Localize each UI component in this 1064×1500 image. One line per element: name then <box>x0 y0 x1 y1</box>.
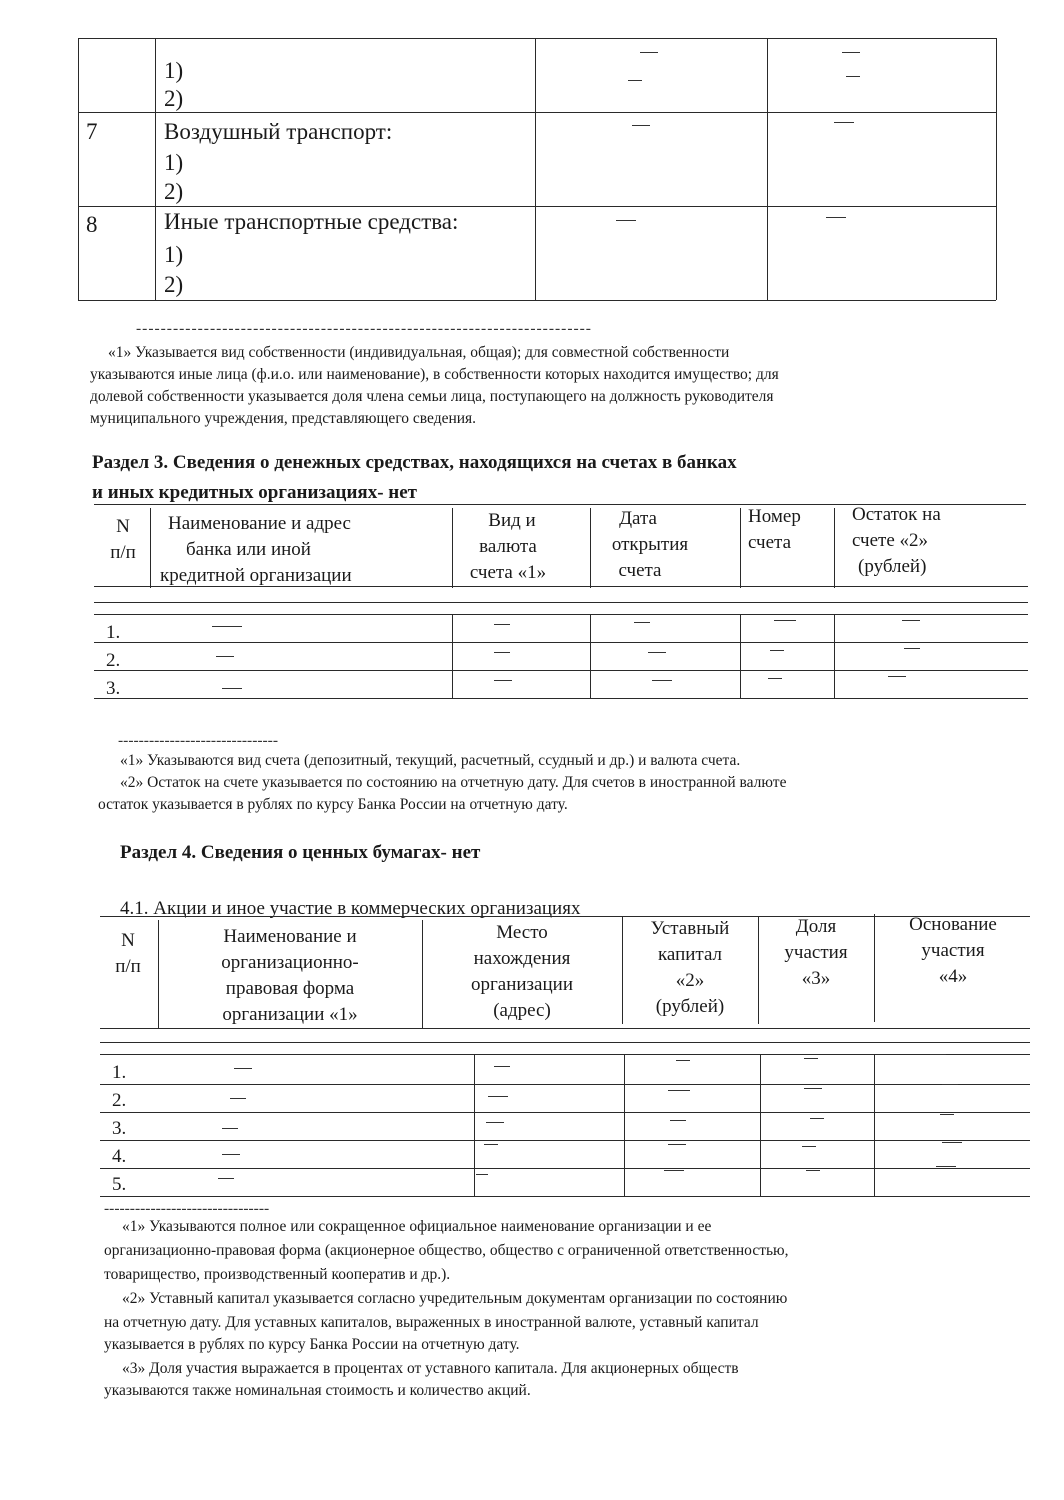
handwritten-dash <box>940 1114 954 1115</box>
table-row-line: 2) <box>164 272 184 297</box>
handwritten-dash <box>942 1084 958 1085</box>
column-header: «2» <box>675 970 705 991</box>
table-row-number: 2. <box>112 1090 127 1111</box>
row-title: Иные транспортные средства: <box>164 209 459 234</box>
handwritten-dash <box>930 1054 946 1055</box>
handwritten-dash <box>222 688 242 689</box>
row-title: Воздушный транспорт: <box>164 119 393 144</box>
footnote-text: «3» Доля участия выражается в процентах от уставного капитала. Для акционерных обществ <box>122 1360 739 1377</box>
column-header: Наименование и <box>223 926 357 947</box>
section-title: Раздел 4. Сведения о ценных бумагах- нет <box>120 842 481 863</box>
footnote-text: «1» Указываются полное или сокращенное официальное наименование организации и ее <box>122 1218 712 1235</box>
table-row-number: 1. <box>106 622 121 643</box>
footnote-text: «2» Остаток на счете указывается по состоянию на отчетную дату. Для счетов в иностранной валюте <box>120 774 787 791</box>
row-number: 7 <box>86 119 98 144</box>
column-header: п/п <box>110 542 136 563</box>
handwritten-dash <box>846 76 860 77</box>
handwritten-dash <box>804 1058 818 1059</box>
table-row-line: 1) <box>164 242 184 267</box>
column-header: участия <box>784 942 848 963</box>
column-header: Номер <box>748 506 801 527</box>
handwritten-dash <box>810 1118 824 1119</box>
handwritten-dash <box>888 676 906 677</box>
handwritten-dash <box>904 648 920 649</box>
handwritten-dash <box>486 1122 504 1123</box>
footnote-text: остаток указывается в рублях по курсу Банка России на отчетную дату. <box>98 796 568 813</box>
footnote-text: организационно-правовая форма (акционерное общество, общество с ограниченной ответственностью, <box>104 1242 789 1259</box>
section-title: Раздел 3. Сведения о денежных средствах, находящихся на счетах в банках <box>92 452 737 473</box>
footnote-separator: ------------------------------- <box>118 732 279 749</box>
column-header: организации <box>470 974 573 995</box>
footnote-text: долевой собственности указывается доля члена семьи лица, поступающего на должность руководителя <box>90 388 774 405</box>
column-header: N <box>116 516 130 537</box>
table-row-number: 2. <box>106 650 121 671</box>
column-header: организационно- <box>221 952 359 973</box>
column-header: Наименование и адрес <box>168 513 351 534</box>
handwritten-dash <box>826 217 846 218</box>
handwritten-dash <box>802 1146 816 1147</box>
handwritten-dash <box>774 620 796 621</box>
handwritten-dash <box>902 620 920 621</box>
column-header: счета <box>748 532 792 553</box>
footnote-text: муниципального учреждения, представляющего сведения. <box>90 410 477 427</box>
column-header: счета «1» <box>469 562 547 583</box>
footnote-separator: -------------------------------- <box>104 1200 270 1217</box>
table-row-number: 1. <box>112 1062 127 1083</box>
footnote-text: указываются иные лица (ф.и.о. или наименование), в собственности которых находится имущество; для <box>90 366 779 383</box>
column-header: Дата <box>619 508 657 529</box>
handwritten-dash <box>640 52 658 53</box>
column-header: открытия <box>611 534 689 555</box>
handwritten-dash <box>616 220 636 221</box>
column-header: «4» <box>938 966 968 987</box>
column-header: Доля <box>795 916 837 937</box>
column-header: валюта <box>479 536 537 557</box>
footnote-text: «1» Указывается вид собственности (индивидуальная, общая); для совместной собственности <box>108 344 730 361</box>
handwritten-dash <box>216 656 234 657</box>
column-header: кредитной организации <box>160 565 352 586</box>
handwritten-dash <box>488 1096 508 1097</box>
handwritten-dash <box>632 125 650 126</box>
handwritten-dash <box>770 650 784 651</box>
handwritten-dash <box>842 52 860 53</box>
subsection-title: 4.1. Акции и иное участие в коммерческих организациях <box>120 898 581 919</box>
handwritten-dash <box>230 1098 246 1099</box>
column-header: Основание <box>909 914 997 935</box>
handwritten-dash <box>676 1060 690 1061</box>
handwritten-dash <box>664 1170 684 1171</box>
handwritten-dash <box>942 1142 962 1143</box>
handwritten-dash <box>652 680 672 681</box>
handwritten-dash <box>234 1068 252 1069</box>
column-header: (рублей) <box>655 996 725 1017</box>
column-header: (рублей) <box>858 556 927 577</box>
column-header: Место <box>496 922 548 943</box>
handwritten-dash <box>494 652 510 653</box>
handwritten-dash <box>218 1178 234 1179</box>
column-header: Уставный <box>650 918 730 939</box>
handwritten-dash <box>222 1128 238 1129</box>
footnote-separator: -------------------------------------------------------------------------- <box>136 320 592 337</box>
handwritten-dash <box>834 122 854 123</box>
column-header: нахождения <box>473 948 571 969</box>
handwritten-dash <box>494 680 512 681</box>
handwritten-dash <box>806 1170 820 1171</box>
footnote-text: «2» Уставный капитал указывается согласно учредительным документам организации по состоянию <box>122 1290 788 1307</box>
column-header: правовая форма <box>225 978 355 999</box>
column-header: капитал <box>657 944 723 965</box>
handwritten-dash <box>936 1166 956 1167</box>
handwritten-dash <box>768 678 782 679</box>
handwritten-dash <box>648 652 666 653</box>
column-header: Остаток на <box>852 504 941 525</box>
handwritten-dash <box>668 1144 686 1145</box>
handwritten-dash <box>484 1144 498 1145</box>
handwritten-dash <box>670 1120 686 1121</box>
table-row-number: 3. <box>106 678 121 699</box>
handwritten-dash <box>628 80 642 81</box>
section-title: и иных кредитных организациях- нет <box>92 482 417 503</box>
footnote-text: «1» Указываются вид счета (депозитный, текущий, расчетный, ссудный и др.) и валюта счета. <box>120 752 741 769</box>
handwritten-dash <box>476 1174 488 1175</box>
column-header: N <box>121 930 135 951</box>
table-row-line: 2) <box>164 179 184 204</box>
handwritten-dash <box>222 1154 240 1155</box>
row-number: 8 <box>86 212 98 237</box>
footnote-text: указываются также номинальная стоимость и количество акций. <box>104 1382 531 1399</box>
column-header: счете «2» <box>852 530 929 551</box>
table-row-line: 2) <box>164 86 184 111</box>
handwritten-dash <box>634 622 650 623</box>
column-header: банка или иной <box>186 539 311 560</box>
table-row-line: 1) <box>164 150 184 175</box>
footnote-text: товарищество, производственный кооператив и др.). <box>104 1266 451 1283</box>
column-header: Вид и <box>488 510 536 531</box>
handwritten-dash <box>494 1066 510 1067</box>
column-header: участия <box>921 940 985 961</box>
column-header: п/п <box>115 956 141 977</box>
footnote-text: на отчетную дату. Для уставных капиталов, выраженных в иностранной валюте, уставный капитал <box>104 1314 759 1331</box>
column-header: организации «1» <box>222 1004 358 1025</box>
handwritten-dash <box>212 626 242 627</box>
table-row-number: 3. <box>112 1118 127 1139</box>
handwritten-dash <box>804 1088 822 1089</box>
column-header: счета <box>618 560 662 581</box>
table-row-number: 4. <box>112 1146 127 1167</box>
column-header: (адрес) <box>493 1000 551 1021</box>
handwritten-dash <box>494 624 510 625</box>
column-header: «3» <box>801 968 831 989</box>
footnote-text: указывается в рублях по курсу Банка России на отчетную дату. <box>104 1336 520 1353</box>
table-row-line: 1) <box>164 58 184 83</box>
handwritten-dash <box>668 1090 690 1091</box>
table-row-number: 5. <box>112 1174 127 1195</box>
